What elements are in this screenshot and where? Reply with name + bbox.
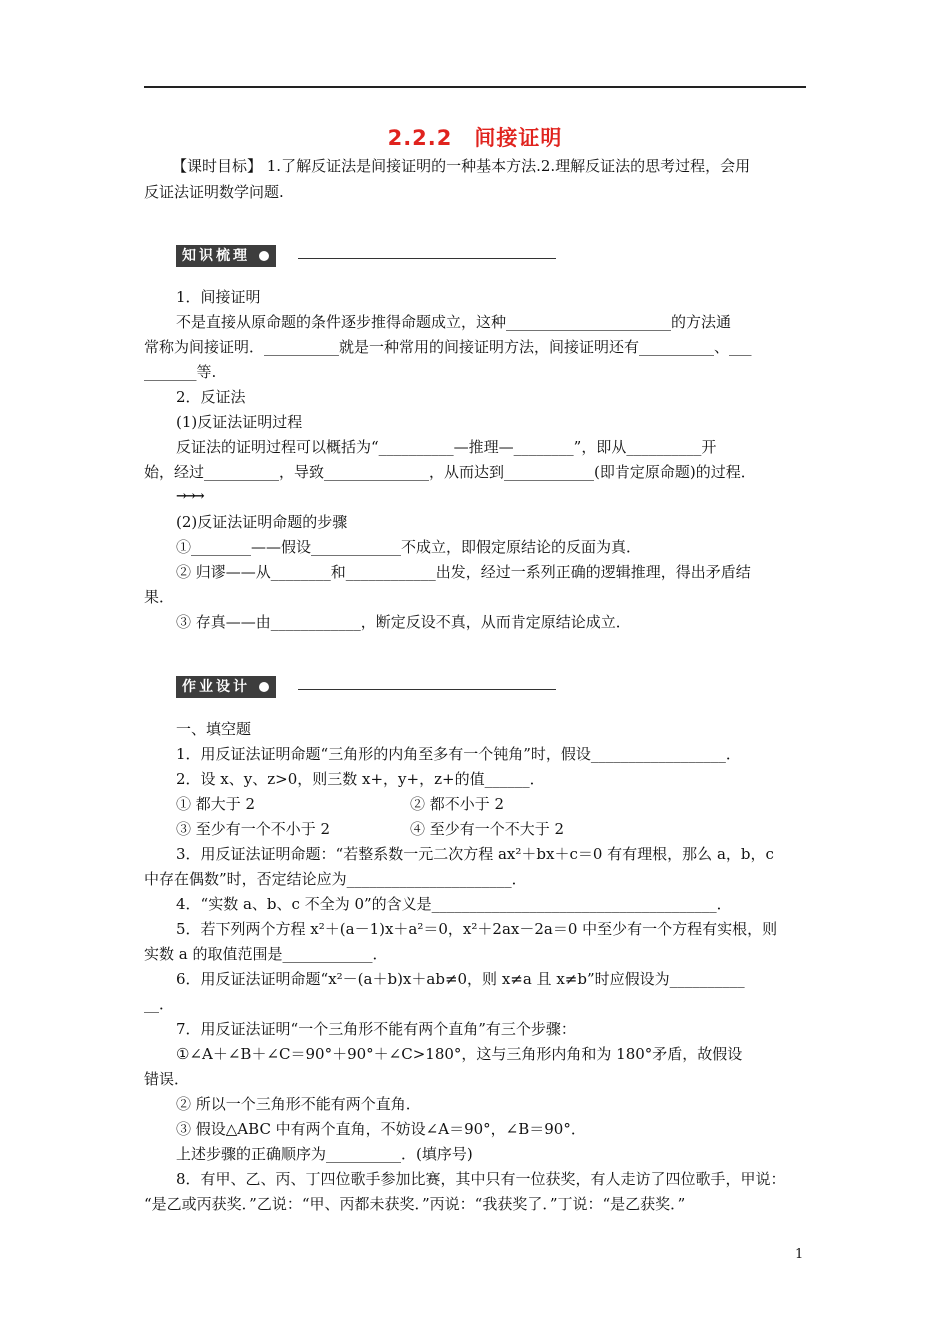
option-item: ② 都不小于 2 <box>410 795 505 813</box>
s1-line: 反证法的证明过程可以概括为“__________—推理—________”，即从__________开 <box>176 438 717 456</box>
option-item: ④ 至少有一个不大于 2 <box>410 820 565 838</box>
section-badge-knowledge <box>176 245 276 267</box>
s1-line: 不是直接从原命题的条件逐步推得命题成立，这种______________________的方法通 <box>176 313 732 331</box>
s2-line: 1．用反证法证明命题“三角形的内角至多有一个钝角”时，假设__________________． <box>176 745 741 763</box>
s1-line: (1)反证法证明过程 <box>176 413 303 431</box>
section-rule <box>298 689 556 690</box>
s2-line: 错误． <box>144 1070 190 1088</box>
bullet-dot-icon <box>259 251 269 261</box>
page-number: 1 <box>795 1247 804 1262</box>
s2-line: 一、填空题 <box>176 720 252 738</box>
page-title: 2.2.2 间接证明 <box>387 126 563 150</box>
s1-line: 果． <box>144 588 175 606</box>
s2-line: 3．用反证法证明命题：“若整系数一元二次方程 ax²＋bx＋c＝0 有有理根，那么 a，b，c <box>176 845 774 863</box>
arrow-chain-icon: →→→ <box>176 489 203 504</box>
goal-line-2: 反证法证明数学问题. <box>144 183 284 201</box>
section-rule <box>298 258 556 259</box>
s2-line: 上述步骤的正确顺序为__________．(填序号) <box>176 1145 473 1163</box>
s2-line: 2．设 x、y、z>0，则三数 x+，y+，z+的值______． <box>176 770 545 788</box>
s2-line: ② 所以一个三角形不能有两个直角． <box>176 1095 421 1113</box>
s2-line: 5．若下列两个方程 x²＋(a－1)x＋a²＝0，x²＋2ax－2a＝0 中至少有一个方程有实根，则 <box>176 920 778 938</box>
bullet-dot-icon <box>259 682 269 692</box>
s1-line: 1．间接证明 <box>176 288 261 306</box>
s2-line: 中存在偶数”时，否定结论应为______________________． <box>144 870 527 888</box>
s1-line: (2)反证法证明命题的步骤 <box>176 513 348 531</box>
goal-line-1: 【课时目标】 1.了解反证法是间接证明的一种基本方法.2.理解反证法的思考过程，会用 <box>172 157 751 175</box>
s1-line: 2．反证法 <box>176 388 246 406</box>
s1-line: 始，经过__________，导致______________，从而达到____________(即肯定原命题)的过程． <box>144 463 756 481</box>
s2-line: 6．用反证法证明命题“x²－(a＋b)x＋ab≠0，则 x≠a 且 x≠b”时应假设为__________ <box>176 970 745 988</box>
s2-line: __． <box>144 995 175 1013</box>
section-badge-label: 作业设计 <box>182 679 250 695</box>
section-badge-homework <box>176 676 276 698</box>
s2-line: “是乙或丙获奖．”乙说：“甲、丙都未获奖．”丙说：“我获奖了．”丁说：“是乙获奖．” <box>144 1195 686 1213</box>
s2-line: 实数 a 的取值范围是____________． <box>144 945 388 963</box>
section-badge-label: 知识梳理 <box>182 248 250 264</box>
s1-line: 常称为间接证明．__________就是一种常用的间接证明方法，间接证明还有__________、___ <box>144 338 752 356</box>
s1-line: _______等. <box>144 363 217 381</box>
s1-line: ③ 存真——由____________，断定反设不真，从而肯定原结论成立． <box>176 613 631 631</box>
option-item: ① 都大于 2 <box>176 795 256 813</box>
s2-line: 7．用反证法证明“一个三角形不能有两个直角”有三个步骤： <box>176 1020 576 1038</box>
s2-line: ③ 假设△ABC 中有两个直角，不妨设∠A＝90°，∠B＝90°． <box>176 1120 586 1138</box>
s1-line: ② 归谬——从________和____________出发，经过一系列正确的逻辑推理，得出矛盾结 <box>176 563 751 581</box>
option-item: ③ 至少有一个不小于 2 <box>176 820 331 838</box>
s2-line: 8．有甲、乙、丙、丁四位歌手参加比赛，其中只有一位获奖，有人走访了四位歌手，甲说： <box>176 1170 786 1188</box>
s2-line: ①∠A＋∠B＋∠C＝90°＋90°＋∠C>180°，这与三角形内角和为 180°矛盾，故假设 <box>176 1045 743 1063</box>
s1-line: ①________——假设____________不成立，即假定原结论的反面为真． <box>176 538 642 556</box>
header-rule <box>144 86 806 88</box>
s2-line: 4．“实数 a、b、c 不全为 0”的含义是______________________________________． <box>176 895 732 913</box>
